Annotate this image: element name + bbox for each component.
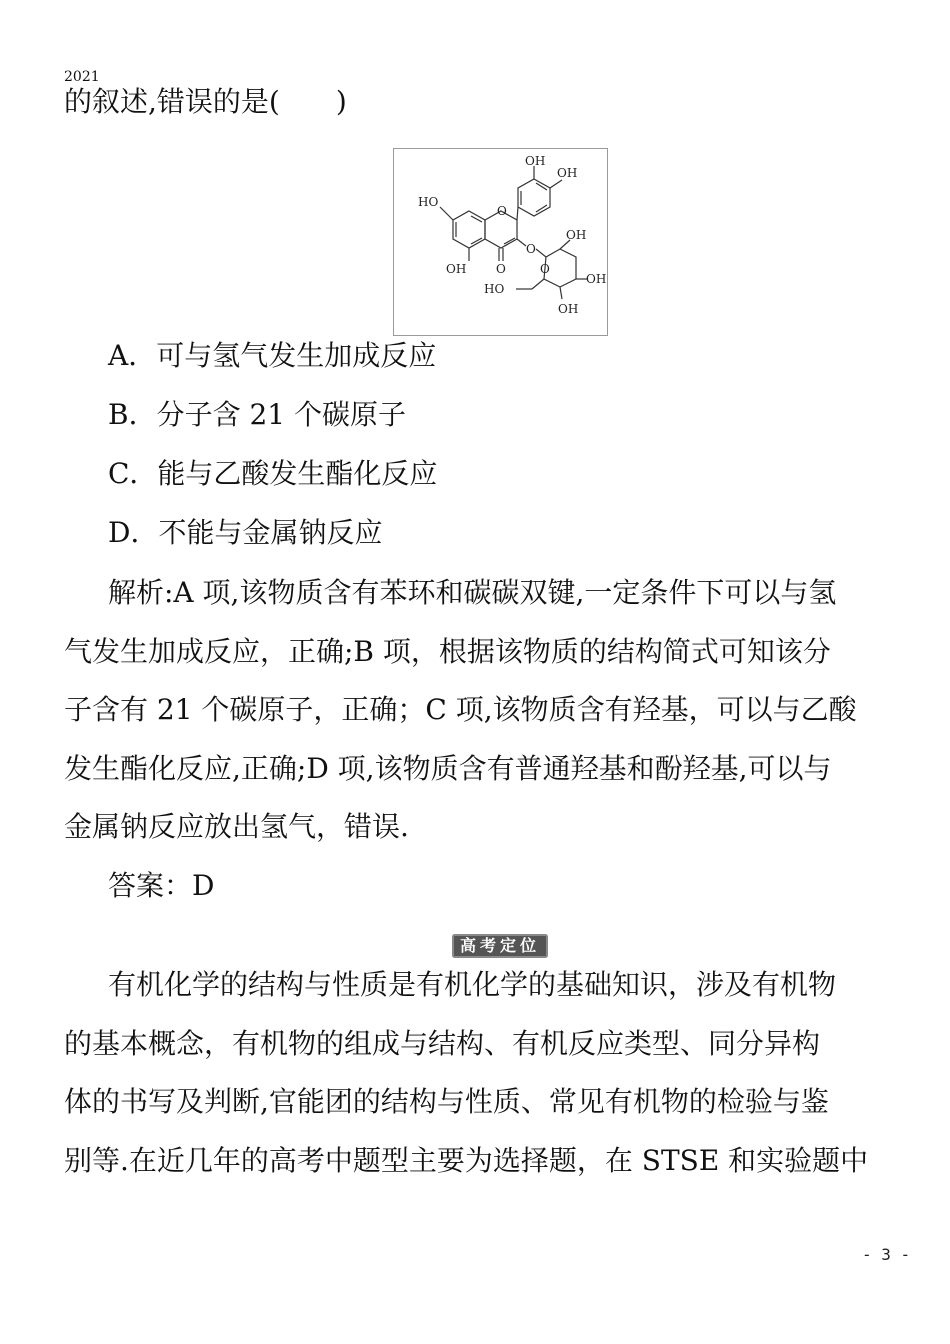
label-oh: OH — [586, 272, 607, 286]
label-o: O — [497, 204, 507, 218]
analysis-line: 金属钠反应放出氢气，错误. — [64, 810, 409, 843]
structure-diagram — [394, 149, 607, 335]
label-oh: OH — [557, 166, 578, 180]
molecular-structure-figure — [393, 148, 608, 336]
label-oh: OH — [566, 228, 587, 242]
exam-note-line: 别等.在近几年的高考中题型主要为选择题，在 STSE 和实验题中 — [64, 1144, 869, 1177]
label-o: O — [526, 242, 536, 256]
analysis-line: 子含有 21 个碳原子，正确；C 项,该物质含有羟基，可以与乙酸 — [64, 693, 857, 726]
label-o: O — [496, 262, 506, 276]
analysis-line: 解析:A 项,该物质含有苯环和碳碳双键,一定条件下可以与氢 — [108, 576, 837, 609]
option-a: A．可与氢气发生加成反应 — [108, 339, 437, 372]
ring-b — [518, 179, 550, 216]
exam-note-line: 体的书写及判断,官能团的结构与性质、常见有机物的检验与鉴 — [64, 1085, 829, 1118]
answer: 答案：D — [108, 869, 215, 902]
option-c: C．能与乙酸发生酯化反应 — [108, 457, 438, 490]
label-ho: HO — [484, 282, 505, 296]
analysis-line: 发生酯化反应,正确;D 项,该物质含有普通羟基和酚羟基,可以与 — [64, 752, 832, 785]
year-tag: 2021 — [64, 69, 100, 85]
analysis-line: 气发生加成反应，正确;B 项，根据该物质的结构简式可知该分 — [64, 635, 831, 668]
label-oh: OH — [558, 302, 579, 316]
ring-a — [453, 211, 485, 248]
label-o: O — [540, 262, 550, 276]
exam-note-line: 有机化学的结构与性质是有机化学的基础知识，涉及有机物 — [108, 968, 837, 1001]
label-ho: HO — [418, 195, 439, 209]
question-stem: 的叙述,错误的是( ) — [64, 85, 347, 118]
option-d: D．不能与金属钠反应 — [108, 516, 383, 549]
exam-note-line: 的基本概念，有机物的组成与结构、有机反应类型、同分异构 — [64, 1027, 821, 1060]
page-number: - 3 - — [862, 1245, 911, 1264]
section-badge: 高考定位 — [452, 934, 548, 958]
option-b: B．分子含 21 个碳原子 — [108, 398, 407, 431]
label-oh: OH — [446, 262, 467, 276]
label-oh: OH — [525, 154, 546, 168]
